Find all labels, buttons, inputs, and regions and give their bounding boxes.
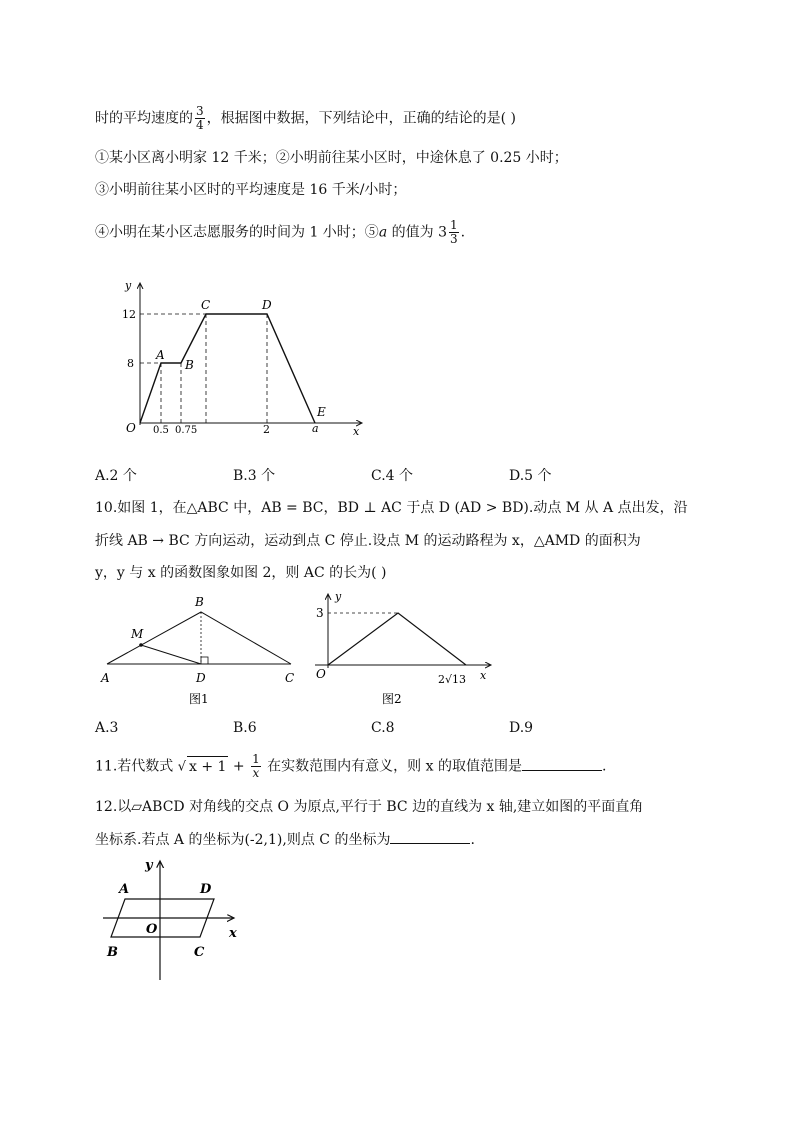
q12-label-c: C — [194, 945, 205, 960]
frac-num: 3 — [196, 104, 204, 118]
q9-line1 — [95, 105, 516, 132]
q10-label-a: A — [101, 671, 110, 685]
q11-end: . — [601, 758, 607, 775]
q10-segment-md — [141, 645, 201, 664]
q10-option-a[interactable]: A.3 — [95, 720, 119, 736]
q9-option-a[interactable]: A.2 个 — [95, 468, 137, 484]
q10-figure1-triangle — [95, 590, 300, 710]
q12-label-o: O — [146, 922, 158, 937]
q9-distance-time-graph — [110, 275, 375, 440]
q12-line2 — [95, 829, 475, 850]
q9-option-b[interactable]: B.3 个 — [233, 468, 276, 484]
q10-line2: 折线 AB → BC 方向运动，运动到点 C 停止.设点 M 的运动路程为 x，△AMD 的面积为 — [95, 533, 641, 549]
mixed-den: 3 — [449, 232, 458, 246]
q9-option-d[interactable]: D.5 个 — [509, 468, 552, 484]
q12-label-b: B — [107, 945, 118, 960]
q9-line4-pre: ④小明在某小区志愿服务的时间为 1 小时；⑤ — [95, 224, 379, 241]
q10-fig2-line — [328, 613, 466, 665]
q10-fig2-caption: 图2 — [382, 692, 402, 706]
q10-fig1-caption: 图1 — [189, 692, 209, 706]
q10-label-d: D — [196, 671, 206, 685]
q11-pre: 11.若代数式 — [95, 758, 178, 775]
q9-tick-2: 2 — [263, 423, 270, 436]
q9-tick-8: 8 — [127, 357, 134, 370]
q10-label-c: C — [285, 671, 295, 685]
sqrt-symbol: √ — [177, 759, 187, 775]
q12-answer-blank[interactable] — [390, 829, 470, 844]
q11-post: 在实数范围内有意义，则 x 的取值范围是 — [262, 758, 522, 775]
q9-x-label: x — [353, 425, 360, 438]
q11-frac-num: 1 — [252, 752, 260, 766]
q11-plus: + — [228, 758, 250, 775]
q12-label-x: x — [229, 926, 237, 941]
q11-frac-den: x — [252, 766, 260, 780]
q12-line2-end: . — [470, 832, 475, 848]
q9-point-e: E — [317, 405, 326, 419]
q9-tick-05: 0.5 — [153, 425, 169, 436]
mixed-num: 1 — [449, 218, 458, 232]
q9-tick-a: a — [312, 422, 319, 435]
q11-radicand: x + 1 — [187, 756, 228, 777]
q10-fig2-tick-3: 3 — [316, 606, 324, 620]
q12-label-a: A — [119, 882, 130, 897]
q9-line4-end: . — [460, 224, 466, 241]
q9-tick-12: 12 — [122, 308, 136, 321]
q9-point-d: D — [262, 298, 272, 312]
q9-line2: ①某小区离小明家 12 千米；②小明前往某小区时，中途休息了 0.25 小时； — [95, 150, 568, 166]
q10-label-b: B — [195, 595, 204, 609]
q11-answer-blank[interactable] — [522, 756, 602, 771]
q12-label-d: D — [200, 882, 212, 897]
q12-line2-text: 坐标系.若点 A 的坐标为(-2,1),则点 C 的坐标为 — [95, 832, 391, 848]
q9-point-a: A — [156, 348, 165, 362]
q10-figure2-graph — [305, 588, 500, 710]
q9-line4-mid: 的值为 3 — [387, 224, 447, 241]
q9-var-a: a — [378, 224, 388, 241]
frac-den: 4 — [196, 118, 204, 132]
q10-fig2-x-label: x — [480, 669, 487, 682]
q12-parallelogram-graph — [100, 855, 245, 985]
q11-fraction — [251, 753, 261, 780]
q11-line — [95, 753, 606, 780]
q10-line1: 10.如图 1，在△ABC 中，AB = BC，BD ⊥ AC 于点 D (AD > BD).动点 M 从 A 点出发，沿 — [95, 500, 688, 516]
q10-option-d[interactable]: D.9 — [509, 720, 534, 736]
q9-graph-line — [140, 314, 315, 423]
q9-origin: O — [126, 421, 136, 435]
q9-point-c: C — [201, 298, 211, 312]
q9-line4 — [95, 219, 465, 246]
q9-line3: ③小明前往某小区时的平均速度是 16 千米/小时； — [95, 182, 407, 198]
q10-fig2-y-label: y — [335, 590, 342, 603]
q10-point-m-dot — [139, 643, 143, 647]
fraction-three-quarters — [195, 105, 205, 132]
q10-fig2-origin: O — [316, 667, 326, 681]
q10-fig2-tick-2sqrt13: 2√13 — [438, 673, 467, 686]
q10-option-b[interactable]: B.6 — [233, 720, 257, 736]
q9-point-b: B — [185, 358, 194, 372]
q9-y-label: y — [125, 279, 132, 292]
mixed-fraction — [449, 219, 459, 246]
q12-line1: 12.以▱ABCD 对角线的交点 O 为原点,平行于 BC 边的直线为 x 轴,建立如图的平面直角 — [95, 799, 644, 815]
q10-label-m: M — [131, 627, 144, 641]
q10-line3: y，y 与 x 的函数图象如图 2，则 AC 的长为( ) — [95, 565, 387, 581]
q9-line1-post: ，根据图中数据，下列结论中，正确的结论的是( ) — [206, 110, 517, 127]
q9-tick-075: 0.75 — [175, 425, 198, 436]
q12-label-y: y — [145, 858, 153, 873]
q9-line1-pre: 时的平均速度的 — [95, 110, 193, 127]
q9-option-c[interactable]: C.4 个 — [371, 468, 414, 484]
q10-option-c[interactable]: C.8 — [371, 720, 395, 736]
q10-right-angle-mark — [201, 657, 208, 664]
